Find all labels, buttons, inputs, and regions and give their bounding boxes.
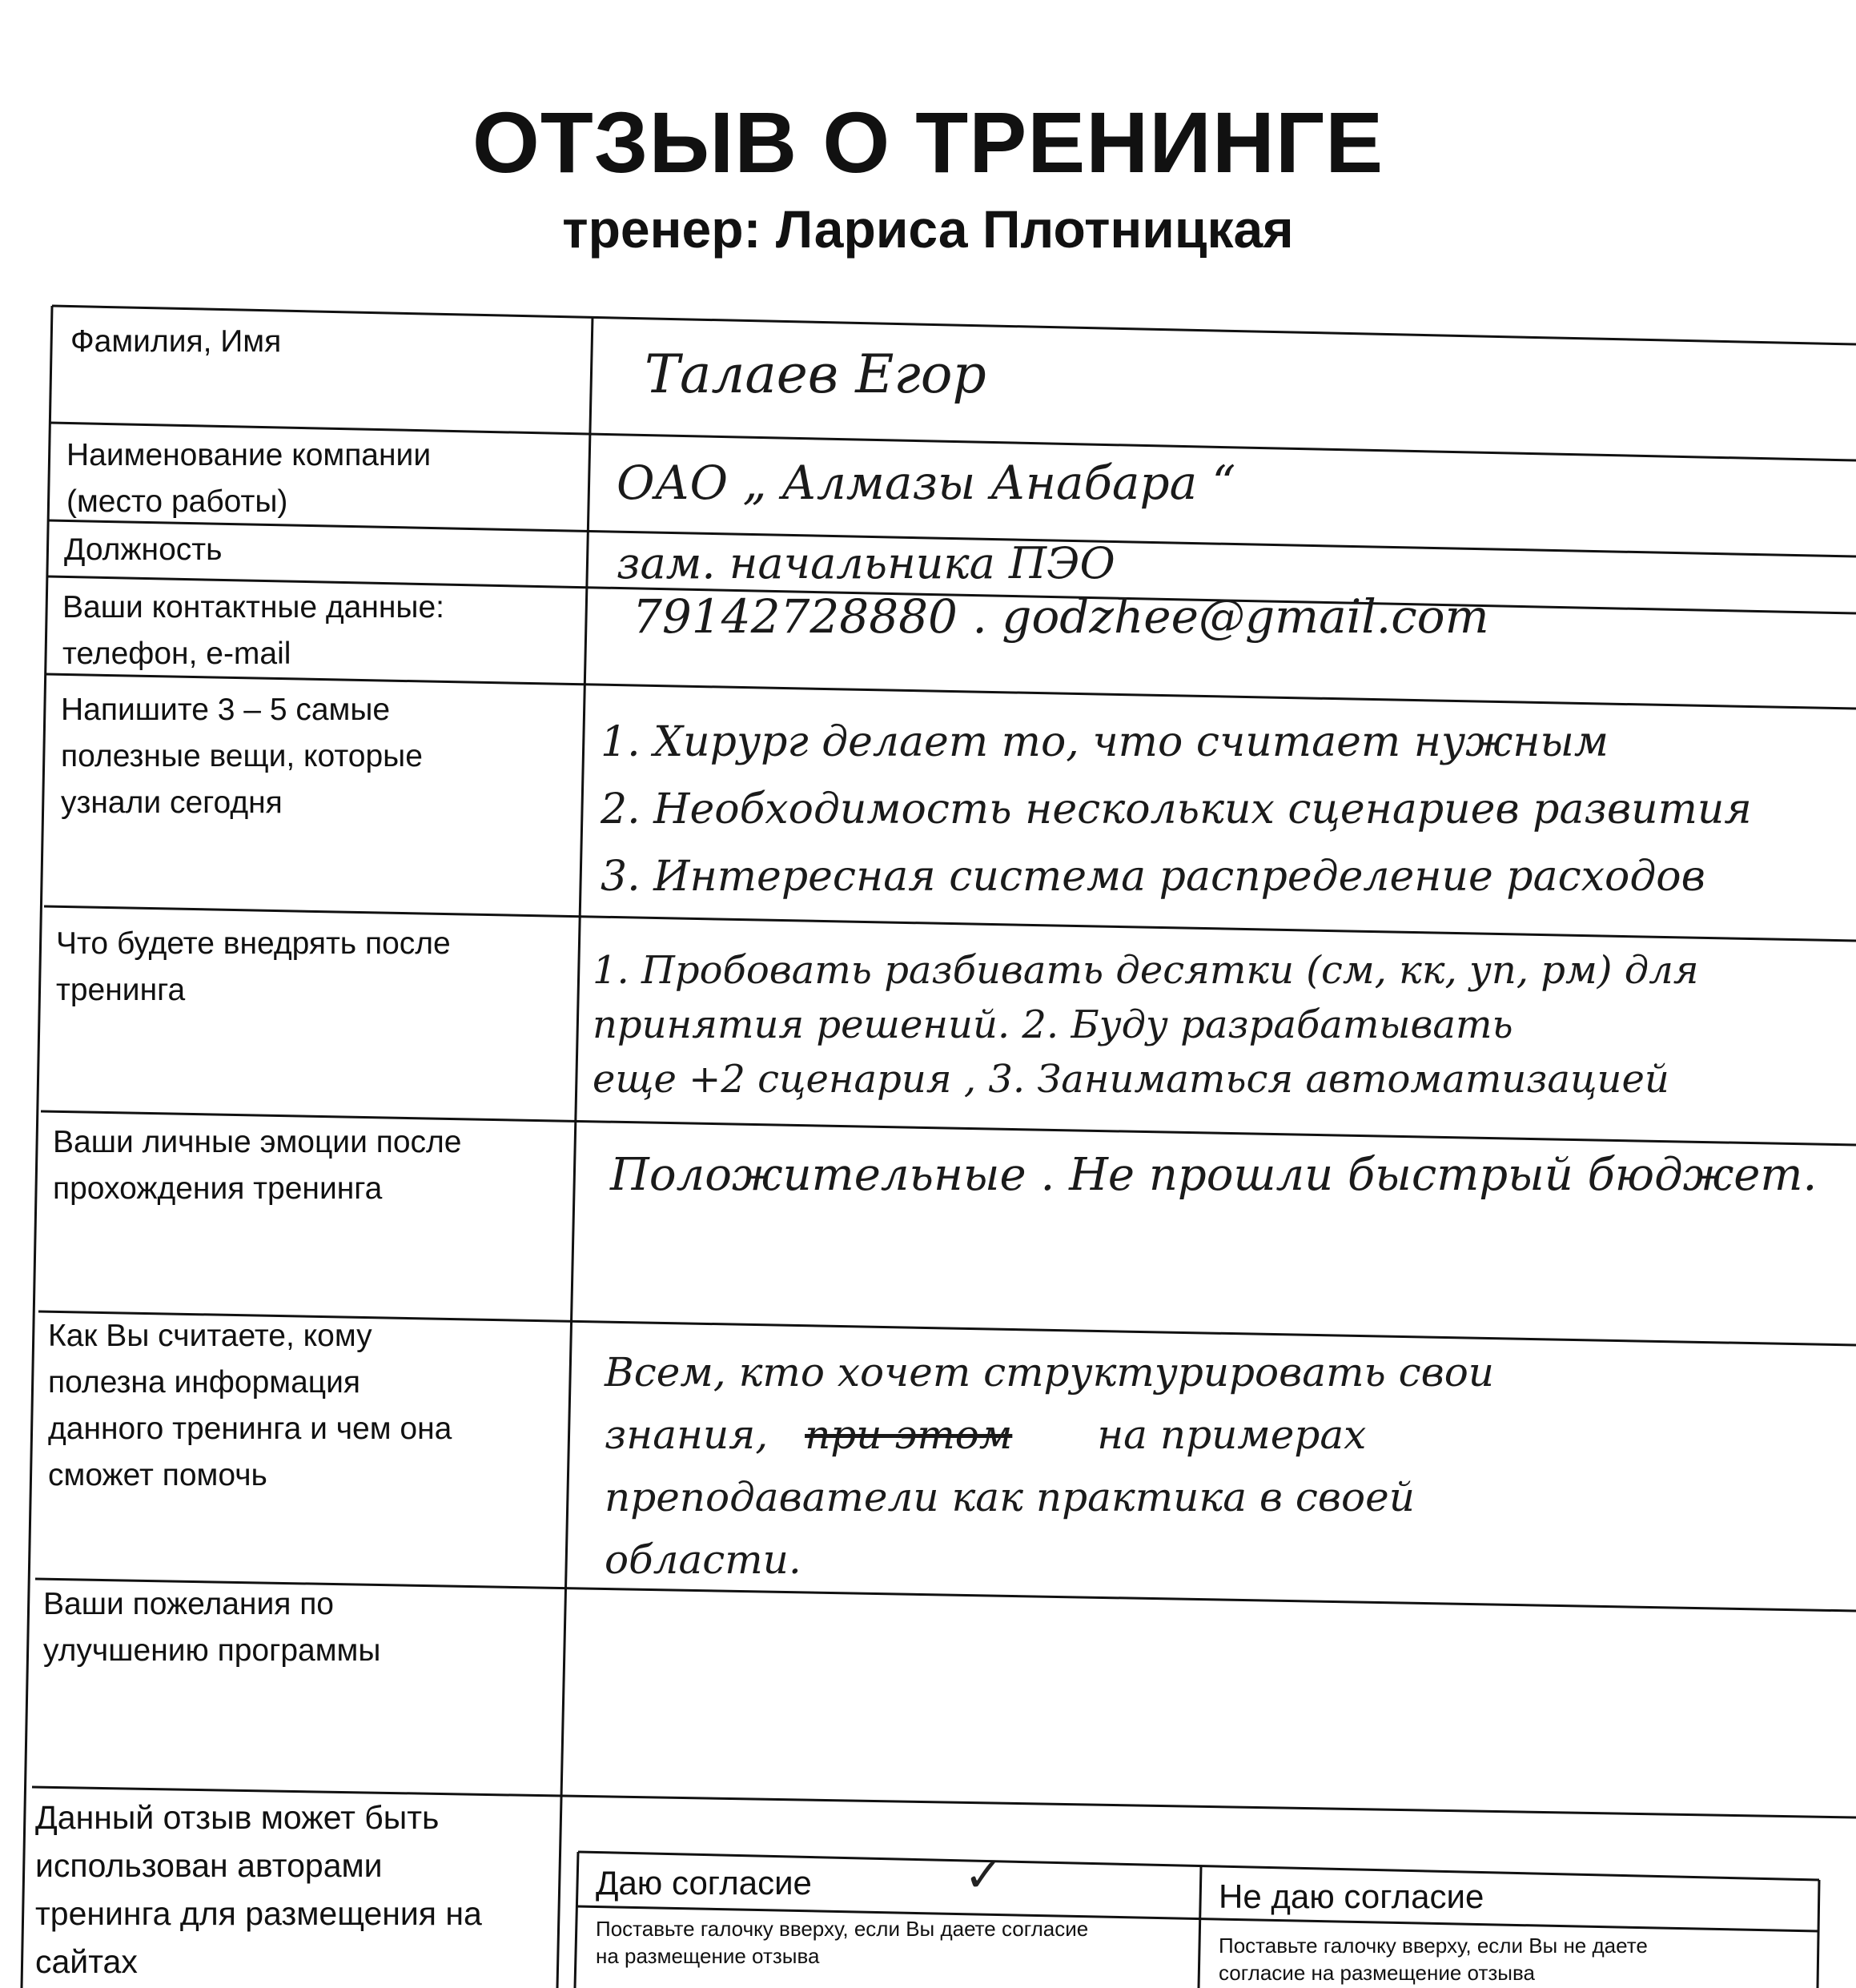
answer-who-benefits: Всем, кто хочет структурировать свои знания, при этом на примерах преподаватели как практика в своей области. bbox=[605, 1349, 1495, 1583]
answer-improvement-wishes[interactable] bbox=[576, 1609, 1826, 1801]
label-contacts: Ваши контактные данные: телефон, e-mail bbox=[62, 590, 444, 671]
answer-implementation-plan: 1. Пробовать разбивать десятки (см, кк, уп, рм) для принятия решений. 2. Буду разрабатывать еще +2 сценария , 3. Заниматься автоматизацией bbox=[593, 948, 1699, 1102]
form-title: ОТЗЫВ О ТРЕНИНГЕ bbox=[472, 94, 1384, 191]
answer-useful-things: 1. Хирург делает то, что считает нужным 2. Необходимость нескольких сценариев развития 3. Интересная система распределение расходов bbox=[601, 718, 1752, 901]
label-improvement-wishes: Ваши пожелания по улучшению программы bbox=[43, 1587, 381, 1668]
consent-agree-note: Поставьте галочку вверху, если Вы даете согласие на размещение отзыва bbox=[596, 1917, 1089, 1968]
consent-agree-label: Даю согласие bbox=[596, 1864, 812, 1902]
label-position: Должность bbox=[64, 532, 223, 567]
label-emotions: Ваши личные эмоции после прохождения тренинга bbox=[53, 1125, 462, 1206]
table-top-border bbox=[52, 306, 1856, 344]
trainer-subtitle: тренер: Лариса Плотницкая bbox=[562, 199, 1294, 259]
label-consent: Данный отзыв может быть использован авторами тренинга для размещения на сайтах bbox=[35, 1799, 482, 1980]
consent-disagree-label: Не даю согласие bbox=[1219, 1878, 1484, 1915]
struck-out-text: при этом bbox=[805, 1412, 1013, 1458]
checkmark-icon: ✓ bbox=[964, 1848, 1003, 1902]
answer-full-name: Талаев Егор bbox=[645, 343, 986, 405]
answer-contacts: 79142728880 . godzhee@gmail.com bbox=[633, 589, 1489, 644]
inserted-text: на примерах bbox=[1097, 1412, 1367, 1458]
consent-disagree-note: Поставьте галочку вверху, если Вы не даете согласие на размещение отзыва bbox=[1219, 1934, 1648, 1985]
label-useful-things: Напишите 3 – 5 самые полезные вещи, которые узнали сегодня bbox=[61, 693, 423, 820]
answer-position: зам. начальника ПЭО bbox=[617, 538, 1115, 588]
label-implementation-plan: Что будете внедрять после тренинга bbox=[56, 926, 451, 1007]
table-left-border bbox=[22, 306, 52, 1988]
consent-agree-option[interactable] bbox=[580, 1848, 1199, 1982]
answer-company: ОАО „ Алмазы Анабара “ bbox=[617, 456, 1236, 510]
label-who-benefits: Как Вы считаете, кому полезна информация данного тренинга и чем она сможет помочь bbox=[48, 1319, 452, 1492]
answer-emotions: Положительные . Не прошли быстрый бюджет. bbox=[610, 1149, 1818, 1201]
label-full-name: Фамилия, Имя bbox=[70, 324, 282, 359]
consent-disagree-option[interactable] bbox=[1203, 1870, 1818, 1988]
label-company: Наименование компании (место работы) bbox=[66, 438, 432, 519]
